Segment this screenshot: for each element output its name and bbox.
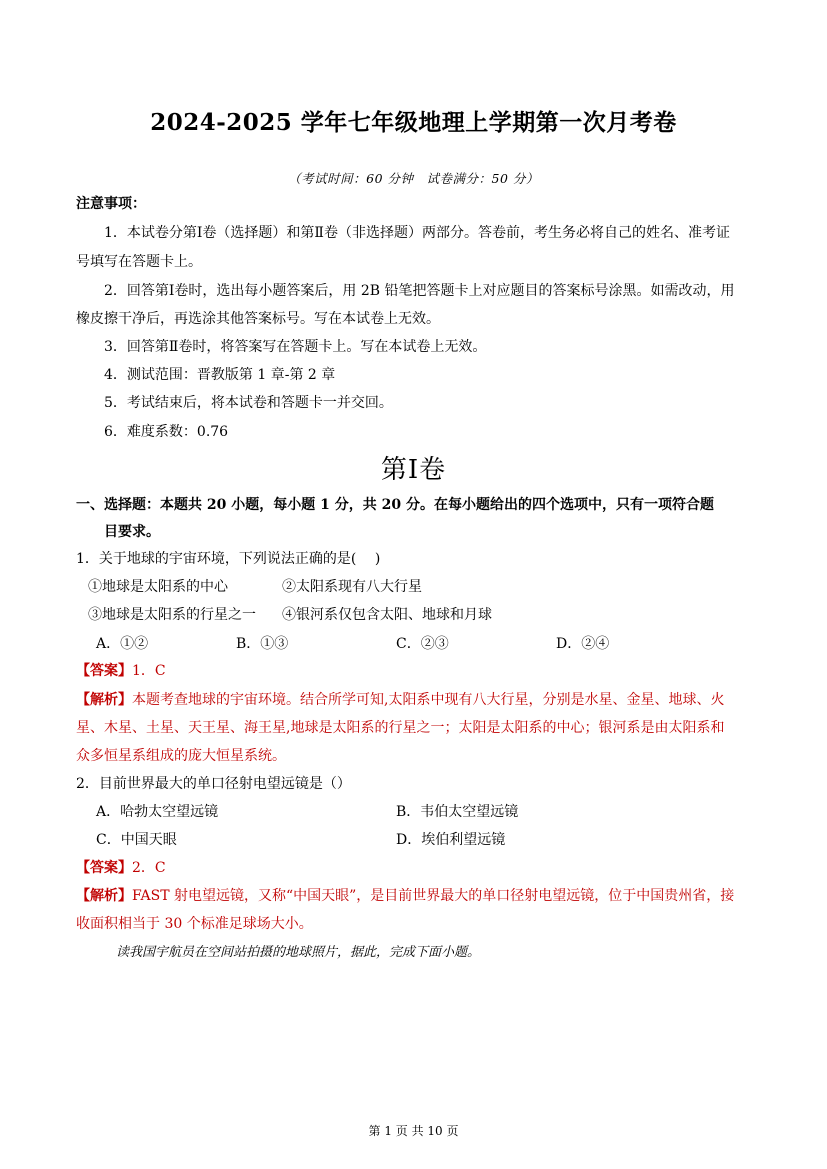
q1-analysis [76, 690, 724, 710]
q1-statement-2: ②太阳系现有八大行星 [282, 579, 422, 595]
q2-analysis-cont: 收面积相当于 30 个标准足球场大小。 [76, 916, 313, 932]
answer-label: 【答案】 [76, 860, 132, 876]
answer-label: 【答案】 [76, 663, 132, 679]
q1-option-d: D．②④ [556, 636, 610, 652]
notice-item-4: 4．测试范围：晋教版第 1 章-第 2 章 [104, 367, 336, 383]
q2-stem: 2．目前世界最大的单口径射电望远镜是（） [76, 776, 351, 792]
q2-analysis [76, 886, 734, 906]
q1-stem: 1．关于地球的宇宙环境，下列说法正确的是( ) [76, 551, 381, 567]
notice-item-6: 6．难度系数：0.76 [104, 424, 229, 440]
q1-statement-3: ③地球是太阳系的行星之一 [88, 607, 256, 623]
volume-title: 第Ⅰ卷 [380, 455, 447, 485]
analysis-label: 【解析】 [76, 888, 132, 904]
notice-item-1: 1．本试卷分第Ⅰ卷（选择题）和第Ⅱ卷（非选择题）两部分。答卷前，考生务必将自己的姓名、准考证 [104, 225, 730, 241]
q2-option-a: A．哈勃太空望远镜 [96, 804, 219, 820]
answer-value: 1．C [132, 663, 166, 679]
answer-value: 2．C [132, 860, 166, 876]
analysis-text: FAST 射电望远镜，又称“中国天眼”，是目前世界最大的单口径射电望远镜，位于中国贵州省，接 [132, 888, 735, 904]
notice-heading: 注意事项： [76, 196, 146, 212]
q1-answer [76, 661, 166, 681]
q1-option-b: B．①③ [236, 636, 289, 652]
q2-option-d: D．埃伯利望远镜 [396, 832, 506, 848]
q1-analysis-cont-1: 星、木星、土星、天王星、海王星,地球是太阳系的行星之一；太阳是太阳系的中心；银河系是由太阳系和 [76, 720, 725, 736]
notice-item-2-cont: 橡皮擦干净后，再选涂其他答案标号。写在本试卷上无效。 [76, 311, 440, 327]
notice-item-1-cont: 号填写在答题卡上。 [76, 254, 202, 270]
q1-option-a: A．①② [96, 636, 149, 652]
exam-subtitle: （考试时间：60 分钟 试卷满分：50 分） [288, 171, 539, 186]
notice-item-2: 2．回答第Ⅰ卷时，选出每小题答案后，用 2B 铅笔把答题卡上对应题目的答案标号涂黑。如需改动，用 [104, 283, 735, 299]
q2-option-c: C．中国天眼 [96, 832, 177, 848]
section-heading: 一、选择题：本题共 20 小题，每小题 1 分，共 20 分。在每小题给出的四个选项中，只有一项符合题 [76, 497, 714, 513]
q1-option-c: C．②③ [396, 636, 449, 652]
exam-title: 2024-2025 学年七年级地理上学期第一次月考卷 [150, 109, 677, 136]
notice-item-3: 3．回答第Ⅱ卷时，将答案写在答题卡上。写在本试卷上无效。 [104, 339, 487, 355]
q1-analysis-cont-2: 众多恒星系组成的庞大恒星系统。 [76, 748, 286, 764]
analysis-label: 【解析】 [76, 692, 132, 708]
section-heading-cont: 目要求。 [104, 524, 160, 540]
reading-intro: 读我国宇航员在空间站拍摄的地球照片，据此，完成下面小题。 [116, 945, 481, 960]
q1-statement-1: ①地球是太阳系的中心 [88, 579, 228, 595]
q2-option-b: B．韦伯太空望远镜 [396, 804, 519, 820]
analysis-text: 本题考查地球的宇宙环境。结合所学可知,太阳系中现有八大行星，分别是水星、金星、地球、火 [132, 692, 725, 708]
q1-statement-4: ④银河系仅包含太阳、地球和月球 [282, 607, 492, 623]
page-footer: 第 1 页 共 10 页 [368, 1124, 459, 1138]
notice-item-5: 5．考试结束后，将本试卷和答题卡一并交回。 [104, 395, 393, 411]
q2-answer [76, 858, 166, 878]
